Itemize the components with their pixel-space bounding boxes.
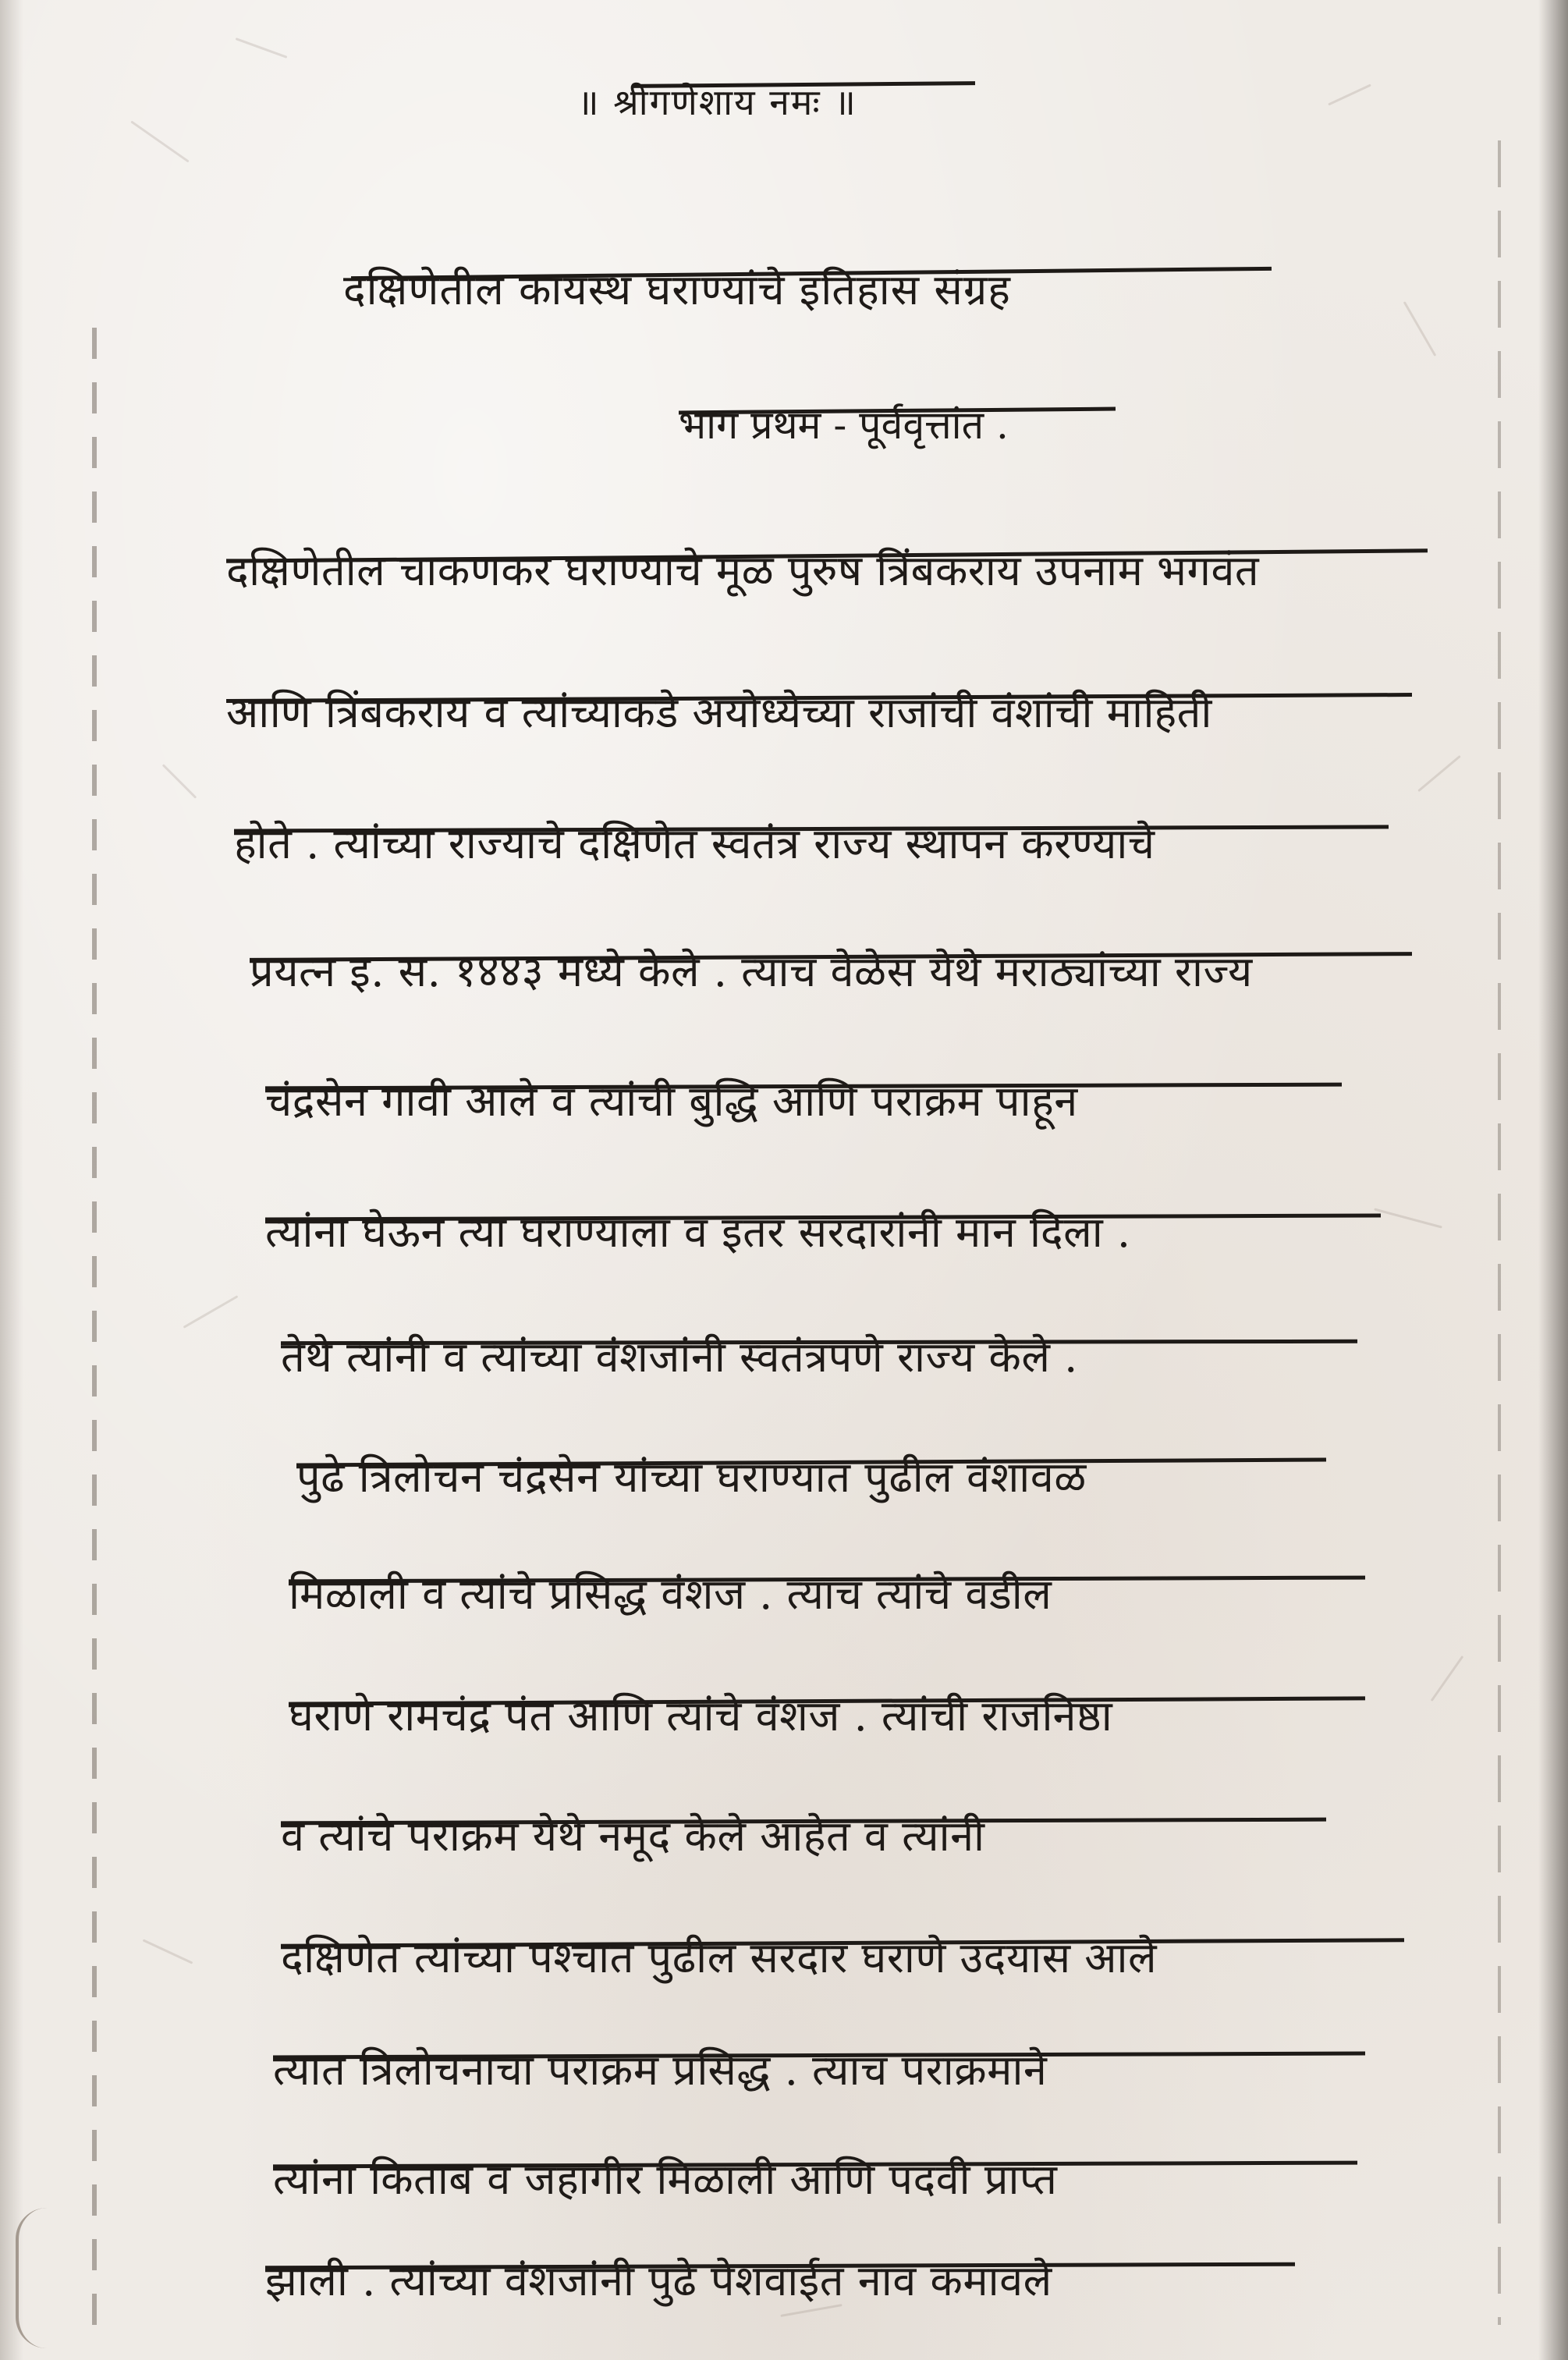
manuscript-line-14: त्यांना किताब व जहागीर मिळाली आणि पदवी प्राप्त <box>273 2155 1058 2204</box>
manuscript-line-12: दक्षिणेत त्यांच्या पश्चात पुढील सरदार घराणे उदयास आले <box>281 1933 1158 1982</box>
binding-stitch-left <box>92 328 97 2340</box>
paper-fiber <box>1328 83 1371 105</box>
paper-fiber <box>130 120 189 162</box>
section-subtitle: भाग प्रथम - पूर्ववृत्तांत . <box>679 403 1009 448</box>
paper-fiber <box>1417 755 1461 792</box>
manuscript-line-11: व त्यांचे पराक्रम येथे नमूद केले आहेत व त्यांनी <box>281 1812 985 1861</box>
manuscript-line-8: पुढे त्रिलोचन चंद्रसेन यांच्या घराण्यात पुढील वंशावळ <box>296 1453 1087 1502</box>
binding-stitch-right <box>1498 140 1501 2325</box>
paper-fiber <box>143 1939 193 1964</box>
paper-fiber <box>236 37 288 59</box>
manuscript-line-10: घराणे रामचंद्र पंत आणि त्यांचे वंशज . त्यांची राजनिष्ठा <box>289 1691 1113 1741</box>
manuscript-line-2: आणि त्रिंबकराय व त्यांच्याकडे अयोध्येच्या राजांची वंशांची माहिती <box>226 688 1212 737</box>
paper-fiber <box>1374 1208 1442 1228</box>
paper-fiber <box>780 2304 842 2317</box>
manuscript-line-7: तेथे त्यांनी व त्यांच्या वंशजांनी स्वतंत्रपणे राज्य केले . <box>281 1333 1078 1382</box>
page-right-shadow <box>1538 0 1568 2360</box>
paper-fiber <box>1431 1656 1464 1702</box>
paper-fiber <box>1403 301 1437 357</box>
manuscript-line-1: दक्षिणेतील चाकणकर घराण्याचे मूळ पुरुष त्रिंबकराय उपनाम भगवंत <box>226 546 1260 595</box>
manuscript-line-6: त्यांना घेऊन त्या घराण्याला व इतर सरदारांनी मान दिला . <box>265 1208 1131 1257</box>
invocation-text: ॥ श्रीगणेशाय नमः ॥ <box>577 81 857 123</box>
paper-fiber <box>162 764 197 799</box>
manuscript-line-13: त्यात त्रिलोचनाचा पराक्रम प्रसिद्ध . त्याच पराक्रमाने <box>273 2046 1048 2095</box>
manuscript-line-3: होते . त्यांच्या राज्याचे दक्षिणेत स्वतंत्र राज्य स्थापन करण्याचे <box>234 819 1155 868</box>
manuscript-line-9: मिळाली व त्यांचे प्रसिद्ध वंशज . त्याच त्यांचे वडील <box>289 1570 1052 1619</box>
manuscript-line-5: चंद्रसेन गावी आले व त्यांची बुद्धि आणि पराक्रम पाहून <box>265 1077 1078 1126</box>
page-title: दक्षिणेतील कायस्थ घराण्यांचे इतिहास संग्रह <box>343 265 1011 314</box>
manuscript-line-15: झाली . त्यांच्या वंशजांनी पुढे पेशवाईत नाव कमावले <box>265 2256 1052 2305</box>
paper-fiber <box>183 1295 239 1329</box>
manuscript-line-4: प्रयत्न इ. स. १४४३ मध्ये केले . त्याच वेळेस येथे मराठ्यांच्या राज्य <box>250 947 1253 996</box>
page-left-shadow <box>0 0 23 2360</box>
binding-thread <box>16 2208 89 2348</box>
